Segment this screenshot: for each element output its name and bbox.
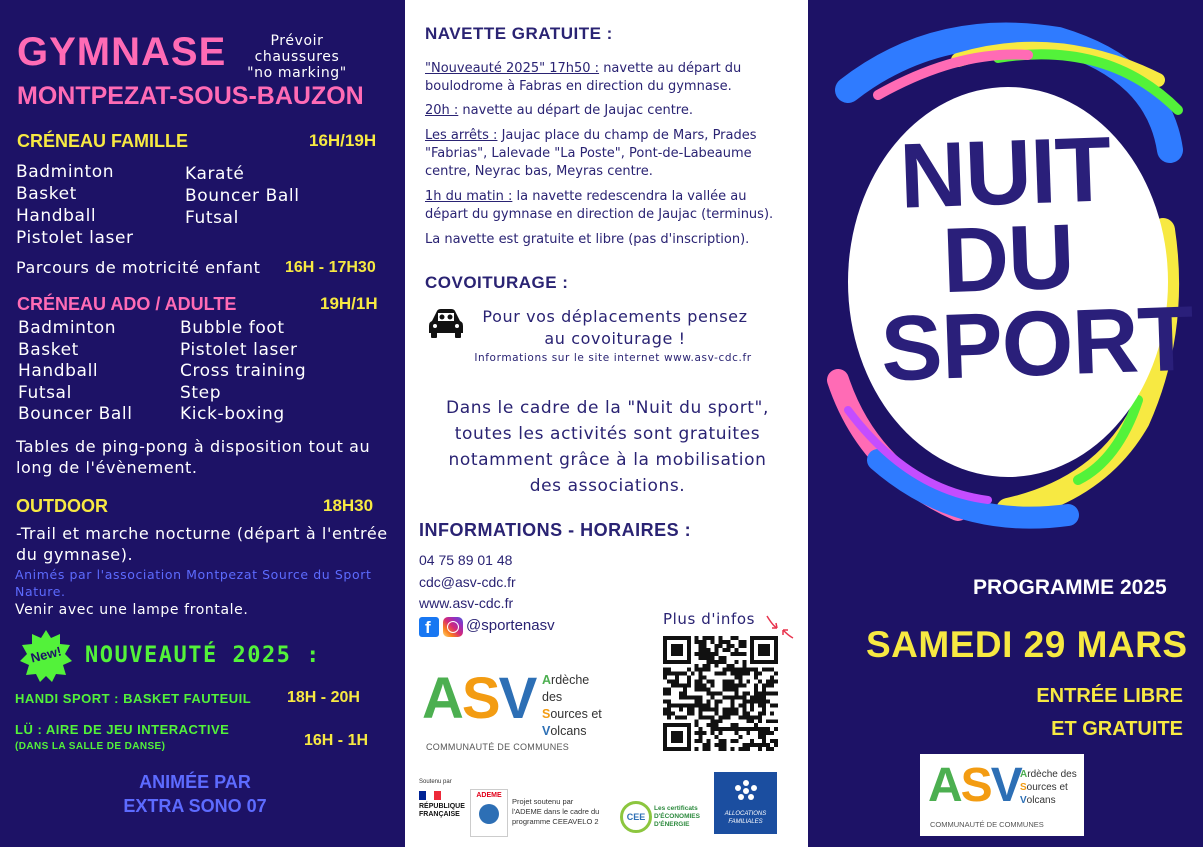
- navette-p4-label: 1h du matin :: [425, 189, 513, 204]
- social-handle[interactable]: @sportenasv: [466, 617, 555, 634]
- caf-logo: [714, 772, 777, 834]
- navette-p5: La navette est gratuite et libre (pas d'inscription).: [425, 232, 750, 247]
- activity: Karaté: [185, 164, 245, 184]
- navette-p3-label: Les arrêts :: [425, 128, 498, 143]
- asv-l2: ources et: [550, 707, 602, 721]
- activity: Handball: [18, 361, 99, 381]
- asv-right-sub: COMMUNAUTÉ DE COMMUNES: [930, 820, 1044, 829]
- cee-line3: D'ÉNERGIE: [654, 821, 690, 828]
- assoc-line2: Nature.: [15, 584, 66, 599]
- facebook-icon[interactable]: f: [419, 617, 439, 637]
- ademe-label: ADEME: [476, 792, 502, 799]
- navette-p4-text-a: la navette redescendra la vallée au: [512, 189, 747, 204]
- outdoor-time: 18H30: [323, 496, 374, 515]
- phone[interactable]: 04 75 89 01 48: [419, 552, 513, 568]
- ado-heading: CRÉNEAU ADO / ADULTE: [17, 294, 237, 314]
- website[interactable]: www.asv-cdc.fr: [419, 595, 514, 611]
- asv-logo-text: Ardèche des Sources et Volcans: [542, 673, 602, 738]
- pingpong-line1: Tables de ping-pong à disposition tout au: [16, 437, 371, 456]
- activity: Pistolet laser: [16, 228, 134, 248]
- shoes-note-line1: Prévoir chaussures: [254, 33, 340, 65]
- infos-contacts: [419, 550, 516, 615]
- famille-col2: [185, 163, 300, 229]
- projet-text: [512, 797, 599, 827]
- cadre-line1: Dans le cadre de la "Nuit du sport",: [446, 398, 769, 418]
- entree-libre: [988, 680, 1183, 746]
- activity: Badminton: [18, 318, 117, 338]
- navette-p2-label: 20h :: [425, 103, 459, 118]
- asv-l3: olcans: [550, 724, 587, 738]
- new-badge-label: New!: [29, 643, 63, 666]
- cee-logo: [620, 801, 652, 833]
- activity: Futsal: [185, 208, 239, 228]
- right-panel: [808, 0, 1203, 847]
- activity: Cross training: [180, 361, 307, 381]
- asv-logo-letters: ASV: [422, 666, 536, 731]
- parcours-time: 16H - 17H30: [285, 259, 376, 276]
- handi-sport: HANDI SPORT : BASKET FAUTEUIL: [15, 691, 252, 706]
- navette-p2-text: navette au départ de Jaujac centre.: [458, 103, 693, 118]
- asv-logo: [422, 668, 612, 760]
- asv-right-text: Ardèche des Sources et Volcans: [1020, 769, 1077, 806]
- cadre-line3: notamment grâce à la mobilisation: [448, 450, 767, 470]
- outdoor-assoc: [15, 566, 371, 600]
- middle-panel: [405, 0, 808, 847]
- programme-label: PROGRAMME 2025: [973, 576, 1167, 599]
- cee-line2: D'ÉCONOMIES: [654, 813, 700, 820]
- pingpong-note: [16, 436, 370, 478]
- activity: Badminton: [16, 162, 115, 182]
- famille-time: 16H/19H: [309, 131, 377, 150]
- gym-title: GYMNASE: [17, 30, 227, 74]
- instagram-icon[interactable]: [443, 617, 463, 637]
- lu-sub: (DANS LA SALLE DE DANSE): [15, 741, 166, 752]
- gym-location: MONTPEZAT-SOUS-BAUZON: [17, 82, 364, 110]
- navette-p4: [425, 188, 805, 224]
- anime-line1: ANIMÉE PAR: [139, 772, 251, 792]
- lu-time: 16H - 1H: [304, 732, 369, 749]
- activity: Step: [180, 382, 222, 403]
- rf-text: [419, 803, 465, 819]
- outdoor-line1: -Trail et marche nocturne (départ à l'entrée: [16, 524, 388, 543]
- navette-p3-text-b: "Fabrias", Lalevade "La Poste", Pont-de-Labeaume: [425, 146, 752, 161]
- title-line2: DU: [940, 205, 1076, 313]
- asv-logo-sub: COMMUNAUTÉ DE COMMUNES: [426, 742, 570, 752]
- new-badge: [20, 630, 72, 682]
- cee-label: CEE: [626, 812, 646, 822]
- activity: Pistolet laser: [180, 339, 298, 360]
- outdoor-line2: du gymnase).: [16, 545, 134, 564]
- outdoor-text: [16, 523, 388, 565]
- activity: Basket: [16, 184, 77, 204]
- projet-line2: l'ADEME dans le cadre du: [512, 807, 600, 816]
- activity: Bouncer Ball: [185, 186, 300, 206]
- outdoor-heading: OUTDOOR: [16, 496, 108, 516]
- handi-time: 18H - 20H: [287, 689, 360, 706]
- navette-p1-text-b: boulodrome à Fabras en direction du gymnase.: [425, 79, 732, 94]
- qr-code[interactable]: [663, 636, 778, 751]
- projet-line1: Projet soutenu par: [512, 797, 574, 806]
- activity: Kick-boxing: [180, 404, 285, 424]
- navette-p1: [425, 60, 795, 96]
- shoes-note: [226, 33, 368, 81]
- activity: Bouncer Ball: [18, 404, 133, 424]
- famille-col1: [16, 161, 134, 249]
- ado-col1: [18, 318, 133, 426]
- covoit-heading: COVOITURAGE :: [425, 273, 569, 292]
- navette-p3-text-c: centre, Neyrac bas, Meyras centre.: [425, 164, 653, 179]
- navette-p3: [425, 127, 800, 181]
- ado-time: 19H/1H: [320, 294, 378, 313]
- navette-p2: [425, 102, 795, 120]
- shoes-note-line2: "no marking": [247, 65, 347, 81]
- title-line1: NUIT: [897, 118, 1113, 228]
- cee-line1: Les certificats: [654, 805, 698, 812]
- pingpong-line2: long de l'évènement.: [16, 458, 198, 477]
- ado-col2: [180, 318, 306, 426]
- lu-item: LÜ : AIRE DE JEU INTERACTIVE: [15, 722, 230, 737]
- event-title: [874, 118, 1195, 401]
- event-date: SAMEDI 29 MARS: [866, 624, 1188, 665]
- navette-p1-label: "Nouveauté 2025" 17h50 :: [425, 61, 600, 76]
- navette-heading: NAVETTE GRATUITE :: [425, 24, 613, 43]
- cadre-line4: des associations.: [529, 476, 686, 496]
- entree-line2: ET GRATUITE: [1051, 718, 1183, 740]
- cadre-text: [420, 395, 795, 499]
- famille-heading: CRÉNEAU FAMILLE: [17, 131, 188, 151]
- ademe-logo: [470, 789, 508, 837]
- projet-line3: programme CEEAVELO 2: [512, 817, 599, 826]
- cadre-line2: toutes les activités sont gratuites: [454, 424, 761, 444]
- infos-heading: INFORMATIONS - HORAIRES :: [419, 520, 692, 540]
- navette-p1-text-a: navette au départ du: [599, 61, 742, 76]
- car-icon: [427, 307, 465, 339]
- assoc-line1: Animés par l'association Montpezat Source du Sport: [15, 567, 372, 582]
- left-panel: [0, 0, 405, 847]
- asv-r-l2: ources et: [1026, 782, 1068, 793]
- parcours: Parcours de motricité enfant: [16, 258, 261, 277]
- covoit-line1: Pour vos déplacements pensez: [482, 307, 748, 326]
- navette-p4-text-b: départ du gymnase en direction de Jaujac (terminus).: [425, 207, 774, 222]
- rf-line2: FRANÇAISE: [419, 811, 460, 818]
- soutenu-par: Soutenu par: [419, 779, 452, 785]
- activity: Futsal: [18, 382, 72, 403]
- anime-par: [95, 770, 295, 818]
- activity: Basket: [18, 339, 79, 360]
- covoit-text: [465, 306, 765, 350]
- email[interactable]: cdc@asv-cdc.fr: [419, 573, 516, 590]
- nouveaute-heading: NOUVEAUTÉ 2025 :: [85, 643, 321, 668]
- asv-r-l1: rdèche des: [1027, 769, 1077, 780]
- activity: Bubble foot: [180, 318, 285, 338]
- caf-text: [714, 810, 777, 826]
- rf-line1: RÉPUBLIQUE: [419, 803, 465, 810]
- asv-l1: rdèche des: [542, 673, 590, 704]
- cee-text: [654, 805, 700, 829]
- anime-line2: EXTRA SONO 07: [123, 796, 267, 816]
- title-line3: SPORT: [879, 287, 1195, 401]
- rf-flag-icon: [419, 791, 441, 800]
- asv-r-l3: olcans: [1026, 795, 1056, 806]
- asv-right-letters: ASV: [928, 759, 1021, 812]
- caf-icon: [732, 778, 760, 806]
- lamp-note: Venir avec une lampe frontale.: [15, 602, 249, 618]
- navette-p3-text-a: Jaujac place du champ de Mars, Prades: [497, 128, 757, 143]
- plus-infos: Plus d'infos: [663, 610, 756, 628]
- caf-line1: ALLOCATIONS: [724, 811, 767, 817]
- caf-line2: FAMILIALES: [728, 819, 763, 825]
- entree-line1: ENTRÉE LIBRE: [1036, 685, 1183, 707]
- asv-logo-right: [920, 754, 1084, 836]
- activity: Handball: [16, 206, 97, 226]
- covoit-info: Informations sur le site internet www.asv-cdc.fr: [474, 352, 752, 364]
- covoit-line2: au covoiturage !: [544, 329, 686, 348]
